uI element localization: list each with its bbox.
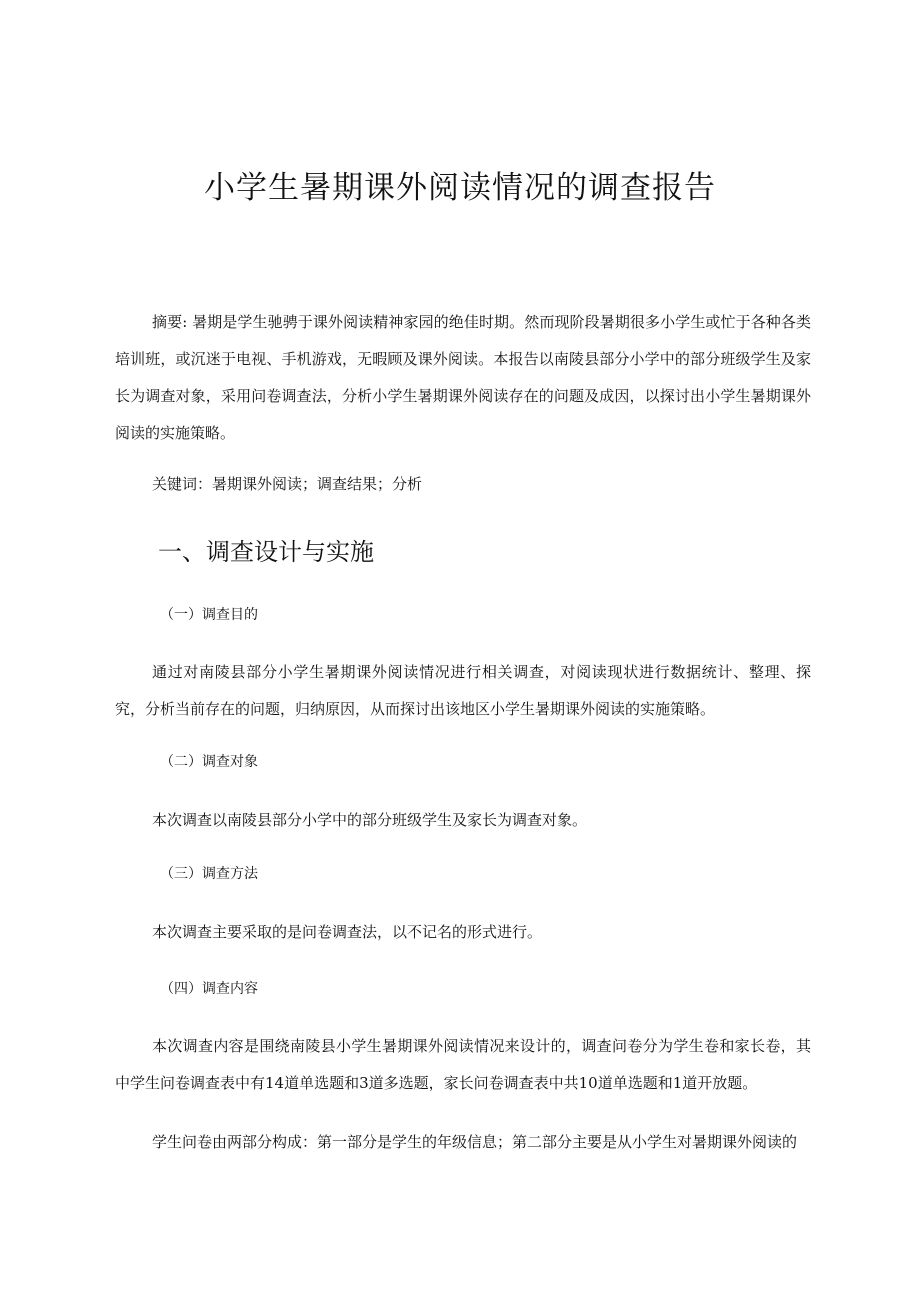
keywords-line: 关键词：暑期课外阅读；调查结果；分析 xyxy=(152,475,423,493)
subheading-subjects: （二）调查对象 xyxy=(160,754,258,770)
subheading-purpose: （一）调查目的 xyxy=(160,607,258,623)
student-questionnaire-paragraph: 学生问卷由两部分构成：第一部分是学生的年级信息；第二部分主要是从小学生对暑期课外阅读的 xyxy=(152,1133,798,1151)
subheading-content: （四）调查内容 xyxy=(160,981,258,997)
section-heading-design: 一、调查设计与实施 xyxy=(158,538,374,566)
subjects-paragraph: 本次调查以南陵县部分小学中的部分班级学生及家长为调查对象。 xyxy=(152,811,588,829)
method-paragraph: 本次调查主要采取的是问卷调查法，以不记名的形式进行。 xyxy=(152,923,543,941)
abstract-paragraph: 摘要: 暑期是学生驰骋于课外阅读精神家园的绝佳时期。然而现阶段暑期很多小学生或忙于各种各类培训班，或沉迷于电视、手机游戏，无暇顾及课外阅读。本报告以南陵县部分小学中的部分班级学生及家长为调查对象，采用问卷调查法，分析小学生暑期课外阅读存在的问题及成因，以探讨出小学生暑期课外阅读的实施策略。 xyxy=(115,313,811,442)
content-paragraph: 本次调查内容是围绕南陵县小学生暑期课外阅读情况来设计的，调查问卷分为学生卷和家长卷，其中学生问卷调查表中有14道单选题和3道多选题，家长问卷调查表中共10道单选题和1道开放题。 xyxy=(115,1037,811,1092)
document-title: 小学生暑期课外阅读情况的调查报告 xyxy=(204,170,716,206)
purpose-paragraph: 通过对南陵县部分小学生暑期课外阅读情况进行相关调查，对阅读现状进行数据统计、整理、探究，分析当前存在的问题，归纳原因，从而探讨出该地区小学生暑期课外阅读的实施策略。 xyxy=(115,663,811,718)
subheading-method: （三）调查方法 xyxy=(160,866,258,882)
